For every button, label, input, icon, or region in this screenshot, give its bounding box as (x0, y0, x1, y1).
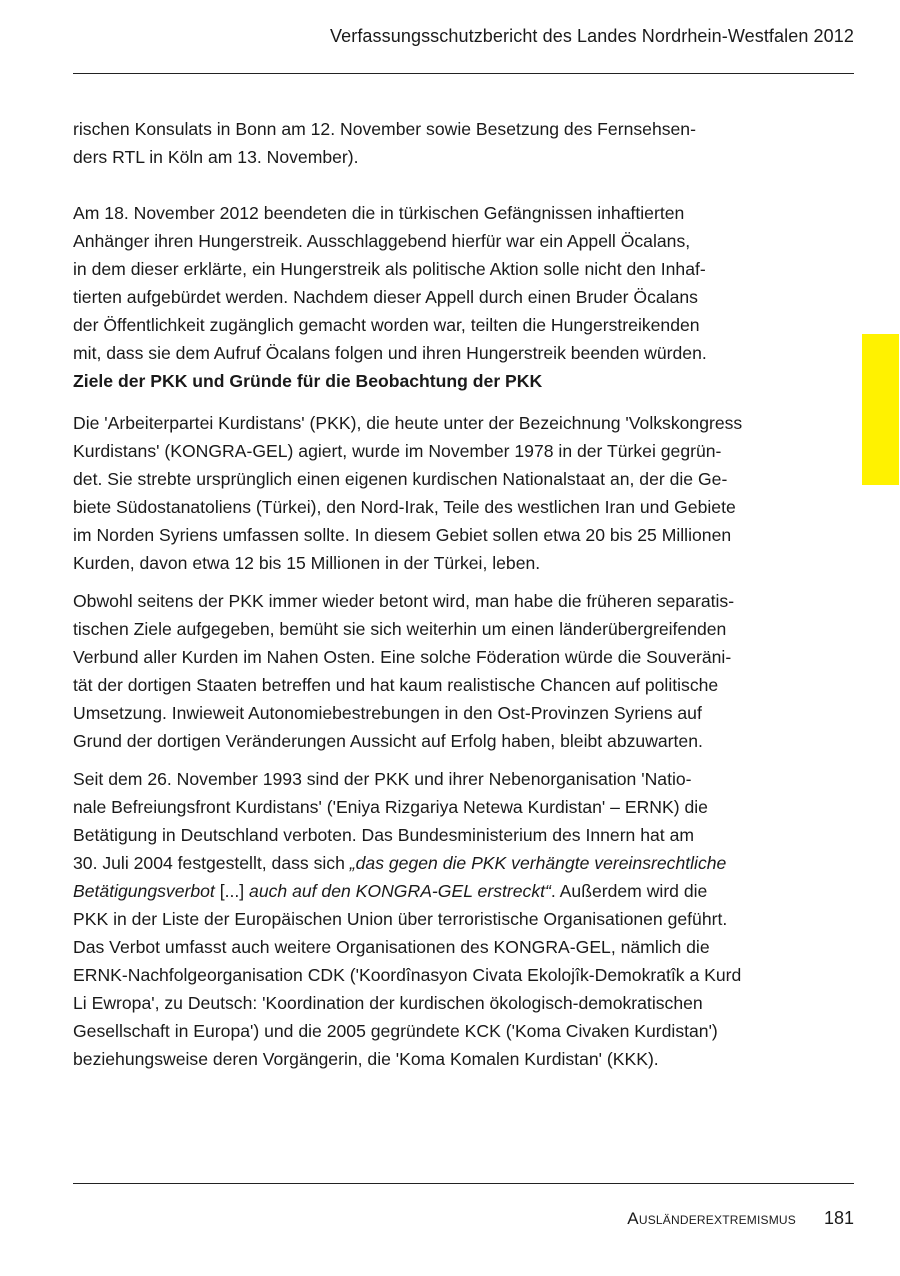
section-paragraph-2 (73, 587, 818, 755)
text-run: . Außerdem wird die (550, 881, 708, 901)
quote-italic: „das gegen die PKK verhängte vereinsrechtliche (349, 853, 727, 873)
text-line: in dem dieser erklärte, ein Hungerstreik als politische Aktion solle nicht den Inhaf- (73, 259, 706, 279)
text-line: Die 'Arbeiterpartei Kurdistans' (PKK), die heute unter der Bezeichnung 'Volkskongress (73, 413, 743, 433)
text-line: rischen Konsulats in Bonn am 12. November sowie Besetzung des Fernsehsen- (73, 119, 696, 139)
section-paragraph-3 (73, 765, 818, 1073)
intro-paragraph-2 (73, 199, 818, 367)
text-line: tät der dortigen Staaten betreffen und hat kaum realistische Chancen auf politische (73, 675, 719, 695)
intro-paragraph-1 (73, 115, 818, 171)
text-line: Verbund aller Kurden im Nahen Osten. Eine solche Föderation würde die Souveräni- (73, 647, 732, 667)
quote-italic: auch auf den KONGRA-GEL erstreckt“ (249, 881, 551, 901)
text-line: im Norden Syriens umfassen sollte. In diesem Gebiet sollen etwa 20 bis 25 Millionen (73, 525, 732, 545)
text-line: Li Ewropa', zu Deutsch: 'Koordination der kurdischen ökologisch-demokratischen (73, 993, 703, 1013)
text-line: Kurden, davon etwa 12 bis 15 Millionen in der Türkei, leben. (73, 553, 541, 573)
section-heading: Ziele der PKK und Gründe für die Beobachtung der PKK (73, 371, 543, 391)
text-line: der Öffentlichkeit zugänglich gemacht worden war, teilten die Hungerstreikenden (73, 315, 700, 335)
text-line: Anhänger ihren Hungerstreik. Ausschlaggebend hierfür war ein Appell Öcalans, (73, 231, 691, 251)
text-line: ERNK-Nachfolgeorganisation CDK ('Koordînasyon Civata Ekolojîk-Demokratîk a Kurd (73, 965, 742, 985)
text-line: Obwohl seitens der PKK immer wieder betont wird, man habe die früheren separatis- (73, 591, 735, 611)
text-line: tischen Ziele aufgegeben, bemüht sie sich weiterhin um einen länderübergreifenden (73, 619, 727, 639)
text-line: nale Befreiungsfront Kurdistans' ('Eniya Rizgariya Netewa Kurdistan' – ERNK) die (73, 797, 708, 817)
text-line: Am 18. November 2012 beendeten die in türkischen Gefängnissen inhaftierten (73, 203, 685, 223)
section-paragraph-1 (73, 409, 818, 577)
text-line: mit, dass sie dem Aufruf Öcalans folgen und ihren Hungerstreik beenden würden. (73, 343, 707, 363)
text-line: det. Sie strebte ursprünglich einen eigenen kurdischen Nationalstaat an, der die Ge- (73, 469, 728, 489)
text-line (73, 849, 818, 877)
text-line: Betätigung in Deutschland verboten. Das Bundesministerium des Innern hat am (73, 825, 695, 845)
page-body (73, 115, 818, 1073)
page-header-title: Verfassungsschutzbericht des Landes Nordrhein-Westfalen 2012 (330, 26, 854, 46)
footer-divider (73, 1183, 854, 1184)
chapter-marker-tab (862, 334, 899, 485)
text-line: Gesellschaft in Europa') und die 2005 gegründete KCK ('Koma Civaken Kurdistan') (73, 1021, 718, 1041)
footer-section-title: Ausländerextremismus (627, 1209, 796, 1228)
text-line: beziehungsweise deren Vorgängerin, die 'Koma Komalen Kurdistan' (KKK). (73, 1049, 659, 1069)
text-line: Grund der dortigen Veränderungen Aussicht auf Erfolg haben, bleibt abzuwarten. (73, 731, 703, 751)
text-line (73, 877, 818, 905)
text-run: 30. Juli 2004 festgestellt, dass sich (73, 853, 350, 873)
text-line: biete Südostanatoliens (Türkei), den Nord-Irak, Teile des westlichen Iran und Gebiete (73, 497, 736, 517)
text-line: Umsetzung. Inwieweit Autonomiebestrebungen in den Ost-Provinzen Syriens auf (73, 703, 702, 723)
page-number: 181 (823, 1208, 854, 1228)
text-line: Das Verbot umfasst auch weitere Organisationen des KONGRA-GEL, nämlich die (73, 937, 710, 957)
text-line: PKK in der Liste der Europäischen Union über terroristische Organisationen geführt. (73, 909, 728, 929)
header-divider (73, 73, 854, 74)
text-line: Seit dem 26. November 1993 sind der PKK und ihrer Nebenorganisation 'Natio- (73, 769, 692, 789)
text-line: tierten aufgebürdet werden. Nachdem dieser Appell durch einen Bruder Öcalans (73, 287, 698, 307)
text-run: [...] (214, 881, 250, 901)
text-line: ders RTL in Köln am 13. November). (73, 147, 359, 167)
quote-italic: Betätigungsverbot (73, 881, 215, 901)
text-line: Kurdistans' (KONGRA-GEL) agiert, wurde im November 1978 in der Türkei gegrün- (73, 441, 722, 461)
